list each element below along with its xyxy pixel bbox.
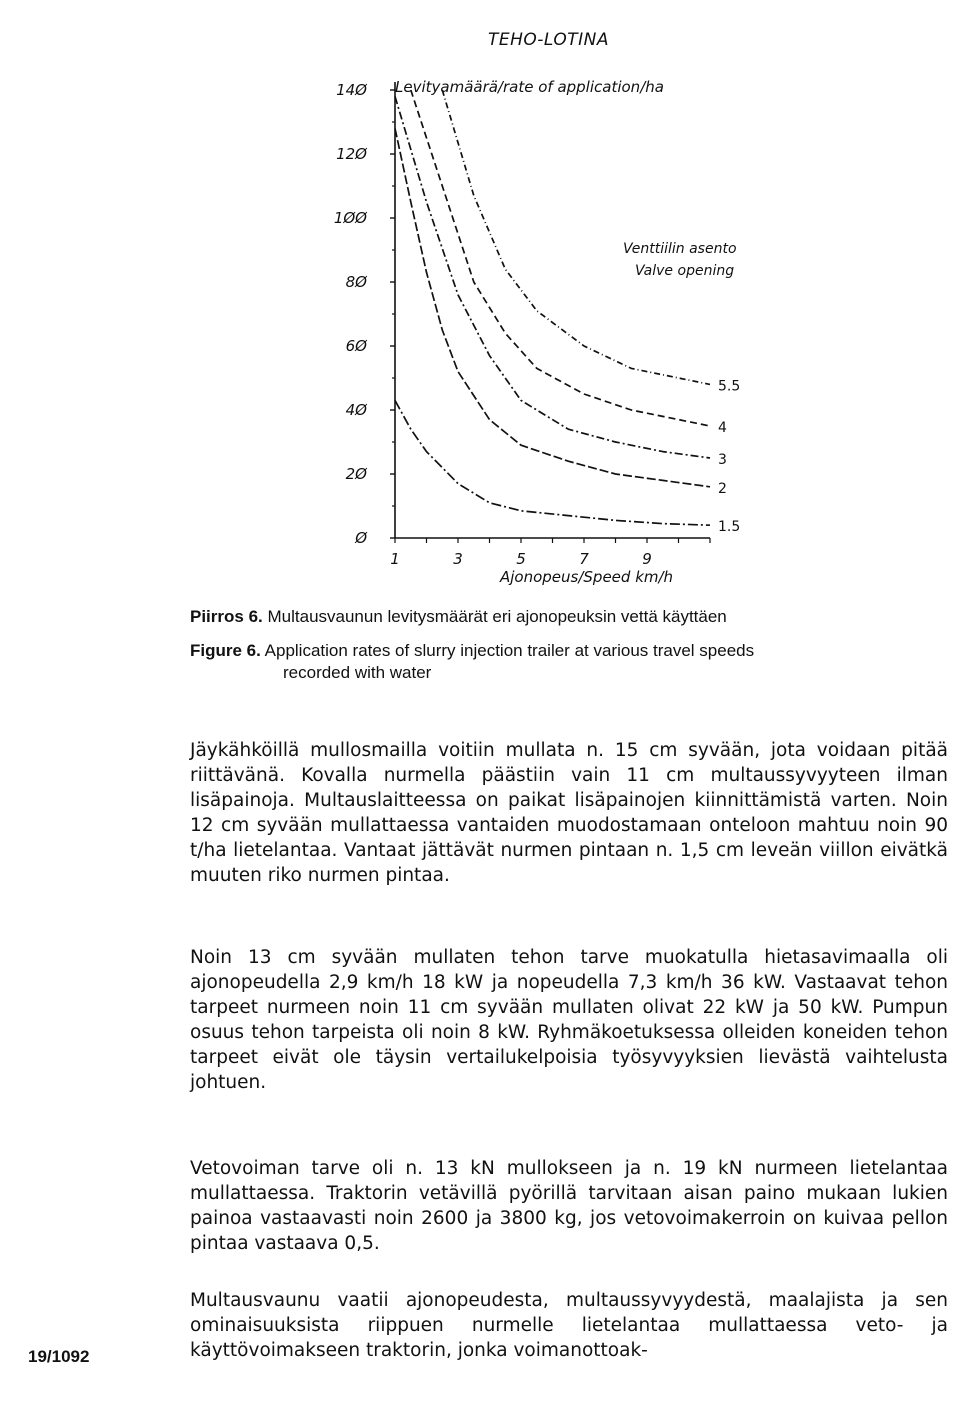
series-label: 4 xyxy=(718,420,727,436)
series-label: 3 xyxy=(718,452,727,468)
application-rate-chart xyxy=(300,60,800,600)
x-tick-label: 3 xyxy=(453,550,463,568)
caption-en-continuation xyxy=(283,662,431,684)
y-tick-label: Ø xyxy=(355,529,367,547)
chart-series xyxy=(395,90,740,535)
caption-en-label: Figure 6. xyxy=(190,641,261,660)
paragraph-2: Noin 13 cm syvään mullaten tehon tarve muokatulla hietasavimaalla oli ajonopeudella 2,9 km/h 18 kW ja nopeudella 7,3 km/h 36 kW. Vastaavat tehon tarpeet nurmeen noin 11 cm syvään mullaten olivat 22 kW ja 50 kW. Pumpun osuus tehon tarpeista oli noin 8 kW. Ryhmäkoetuksessa olleiden koneiden tehon tarpeet eivät ole täysin vertailukelpoisia työsyvyyksien lievästä vaihtelusta johtuen. xyxy=(190,947,948,1093)
x-tick-label: 1 xyxy=(390,550,400,568)
valve-opening-label-en: Valve opening xyxy=(635,263,735,279)
y-tick-label: 1ØØ xyxy=(333,209,367,227)
x-tick-label: 5 xyxy=(516,550,526,568)
caption-en-text-1: Application rates of slurry injection trailer at various travel speeds xyxy=(264,641,755,660)
y-axis xyxy=(334,81,395,547)
y-tick-label: 8Ø xyxy=(345,273,367,291)
valve-opening-label-fi: Venttiilin asento xyxy=(623,241,737,257)
y-tick-label: 12Ø xyxy=(336,145,367,163)
x-tick-label: 9 xyxy=(642,550,652,568)
x-axis xyxy=(390,538,710,568)
chart-title: Levityamäärä/rate of application/ha xyxy=(395,78,664,96)
series-label: 5.5 xyxy=(718,378,741,395)
caption-fi-text: Multausvaunun levitysmäärät eri ajonopeuksin vettä käyttäen xyxy=(267,607,727,626)
caption-en-text-2: recorded with water xyxy=(283,663,432,682)
y-tick-label: 6Ø xyxy=(345,337,367,355)
y-tick-label: 2Ø xyxy=(345,465,367,483)
series-line xyxy=(395,128,710,486)
caption-en xyxy=(190,640,754,662)
caption-fi xyxy=(190,606,727,628)
caption-fi-label: Piirros 6. xyxy=(190,607,263,626)
series-label: 2 xyxy=(718,480,727,497)
y-tick-label: 4Ø xyxy=(345,401,367,419)
running-header: TEHO-LOTINA xyxy=(488,30,609,50)
x-axis-label: Ajonopeus/Speed km/h xyxy=(500,568,674,586)
page-number: 19/1092 xyxy=(28,1347,90,1366)
paragraph-3: Vetovoiman tarve oli n. 13 kN mullokseen ja n. 19 kN nurmeen lietelantaa mullattaessa. Traktorin vetävillä pyörillä tarvitaan aisan paino mukaan lukien painoa vastaavasti noin 2600 ja 3800 kg, jos vetovoimakerroin on kuivaa pellon pintaa vastaava 0,5. xyxy=(190,1158,948,1254)
paragraph-4: Multausvaunu vaatii ajonopeudesta, multaussyvyydestä, maalajista ja sen ominaisuuksista riippuen nurmelle lietelantaa mullattaessa veto- ja käyttövoimakseen traktorin, jonka voimanottoak- xyxy=(190,1290,948,1361)
series-label: 1.5 xyxy=(718,519,741,536)
paragraph-1: Jäykähköillä mullosmailla voitiin mullata n. 15 cm syvään, jota voidaan pitää riittävänä. Kovalla nurmella päästiin vain 11 cm multaussyvyyteen ilman lisäpainoja. Multauslaitteessa on paikat lisäpainojen kiinnittämistä varten. Noin 12 cm syvään mullattaessa vantaiden muodostamaan onteloon mahtuu noin 90 t/ha lietelantaa. Vantaat jättävät nurmen pintaan n. 1,5 cm leveän viillon eivätkä muuten riko nurmen pintaa. xyxy=(190,740,948,886)
series-line xyxy=(411,90,710,426)
x-tick-label: 7 xyxy=(579,550,589,568)
y-tick-label: 14Ø xyxy=(336,81,367,99)
